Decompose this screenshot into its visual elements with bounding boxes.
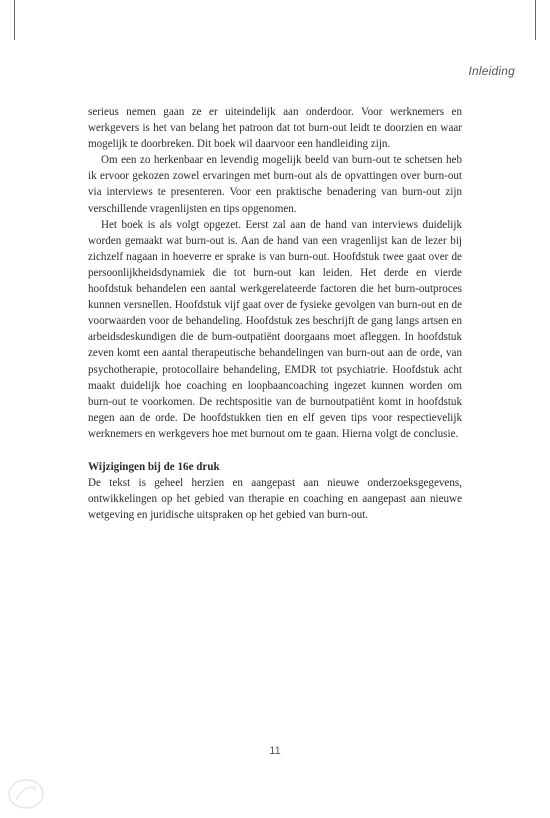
page-number: 11 bbox=[269, 745, 281, 757]
crop-mark-left bbox=[14, 0, 15, 40]
section-heading: Wijzigingen bij de 16e druk bbox=[88, 460, 220, 473]
running-header: Inleiding bbox=[468, 64, 515, 78]
watermark-logo-icon bbox=[6, 776, 46, 812]
crop-mark-right bbox=[535, 0, 536, 40]
paragraph-approach: Om een zo herkenbaar en levendig mogelijk beeld van burn-out te schetsen heb ik ervoor gekozen zowel ervaringen met burn-out als de opvattingen over burn-out via interviews te presenteren. Voor een praktische benadering van burn-out zijn verschillende vragenlijsten en tips opgenomen. bbox=[88, 154, 462, 215]
paragraph-continuation: serieus nemen gaan ze er uiteindelijk aan onderdoor. Voor werknemers en werkgevers is het van belang het patroon dat tot burn-out leidt te doorzien en waar mogelijk te doorbreken. Dit boek wil daarvoor een handleiding zijn. bbox=[88, 106, 462, 151]
section-paragraph: De tekst is geheel herzien en aangepast aan nieuwe onderzoeksgegevens, ontwikkelingen op het gebied van therapie en coaching en aangepast aan nieuwe wetgeving en juridische uitspraken op het gebied van burn-out. bbox=[88, 477, 462, 522]
section-spacer bbox=[88, 442, 462, 459]
paragraph-book-outline: Het boek is als volgt opgezet. Eerst zal aan de hand van interviews duidelijk worden gemaakt wat burn-out is. Aan de hand van een vragenlijst kan de lezer bij zichzelf nagaan in hoeverre er sprake is van burn-out. Hoofdstuk twee gaat over de persoonlijkheidsdynamiek die tot burn-out kan leiden. Het derde en vierde hoofdstuk behandelen een aantal werkgerelateerde factoren die het burn-outproces kunnen versnellen. Hoofdstuk vijf gaat over de fysieke gevolgen van burn-out en de voorwaarden voor de behandeling. Hoofdstuk zes beschrijft de gang langs artsen en arbeidsdeskundigen die de burn-outpatiënt doorgaans moet afleggen. In hoofdstuk zeven komt een aantal therapeutische behandelingen van burn-out aan de orde, van psychotherapie, protocollaire behandeling, EMDR tot psychiatrie. Hoofdstuk acht maakt duidelijk hoe coaching en loopbaancoaching ingezet kunnen worden om burn-out te voorkomen. De rechtspositie van de burnoutpatiënt komt in hoofdstuk negen aan de orde. De hoofdstukken tien en elf geven tips voor respectievelijk werknemers en werkgevers hoe met burnout om te gaan. Hierna volgt de conclusie. bbox=[88, 218, 462, 440]
body-text bbox=[88, 104, 462, 523]
